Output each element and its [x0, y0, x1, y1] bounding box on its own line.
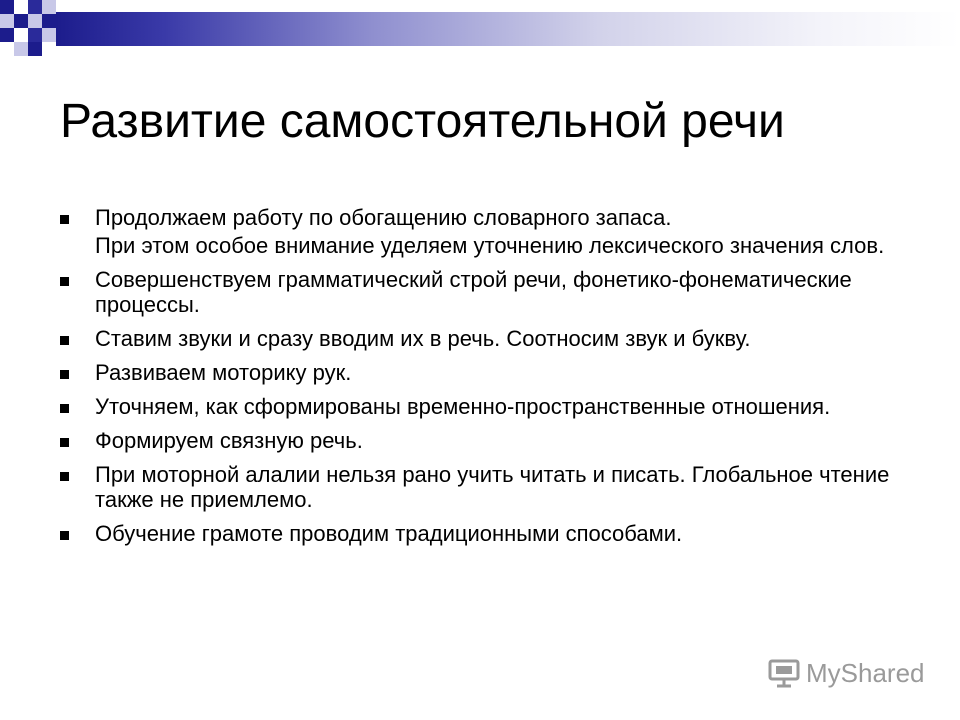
- list-item: [58, 394, 918, 419]
- list-item: [58, 462, 918, 512]
- list-item: [58, 267, 918, 317]
- list-item-text: При этом особое внимание уделяем уточнению лексического значения слов.: [95, 233, 885, 258]
- list-item: [58, 521, 918, 546]
- list-item: [58, 428, 918, 453]
- list-item: [58, 326, 918, 351]
- list-item: [58, 233, 918, 258]
- square-bullet-icon: [60, 215, 69, 224]
- list-item: [58, 205, 918, 230]
- watermark-text: MyShared: [806, 657, 925, 688]
- square-bullet-icon: [60, 404, 69, 413]
- square-bullet-icon: [60, 336, 69, 345]
- presentation-board-icon: [768, 658, 800, 688]
- watermark: [768, 656, 925, 690]
- square-bullet-icon: [60, 370, 69, 379]
- square-bullet-icon: [60, 438, 69, 447]
- list-item-text: Уточняем, как сформированы временно-пространственные отношения.: [95, 394, 831, 419]
- square-bullet-icon: [60, 531, 69, 540]
- list-item: [58, 360, 918, 385]
- list-item-text: При моторной алалии нельзя рано учить читать и писать. Глобальное чтение также не приемлемо.: [95, 462, 890, 512]
- square-bullet-icon: [60, 472, 69, 481]
- square-bullet-icon: [60, 277, 69, 286]
- bullet-list: [58, 205, 918, 555]
- header-gradient-bar: [56, 12, 960, 46]
- list-item-text: Совершенствуем грамматический строй речи, фонетико-фонематические процессы.: [95, 267, 852, 317]
- list-item-text: Продолжаем работу по обогащению словарного запаса.: [95, 205, 672, 230]
- list-item-text: Ставим звуки и сразу вводим их в речь. Соотносим звук и букву.: [95, 326, 751, 351]
- list-item-text: Формируем связную речь.: [95, 428, 363, 453]
- list-item-text: Обучение грамоте проводим традиционными способами.: [95, 521, 683, 546]
- slide-title: Развитие самостоятельной речи: [60, 95, 785, 148]
- list-item-text: Развиваем моторику рук.: [95, 360, 352, 385]
